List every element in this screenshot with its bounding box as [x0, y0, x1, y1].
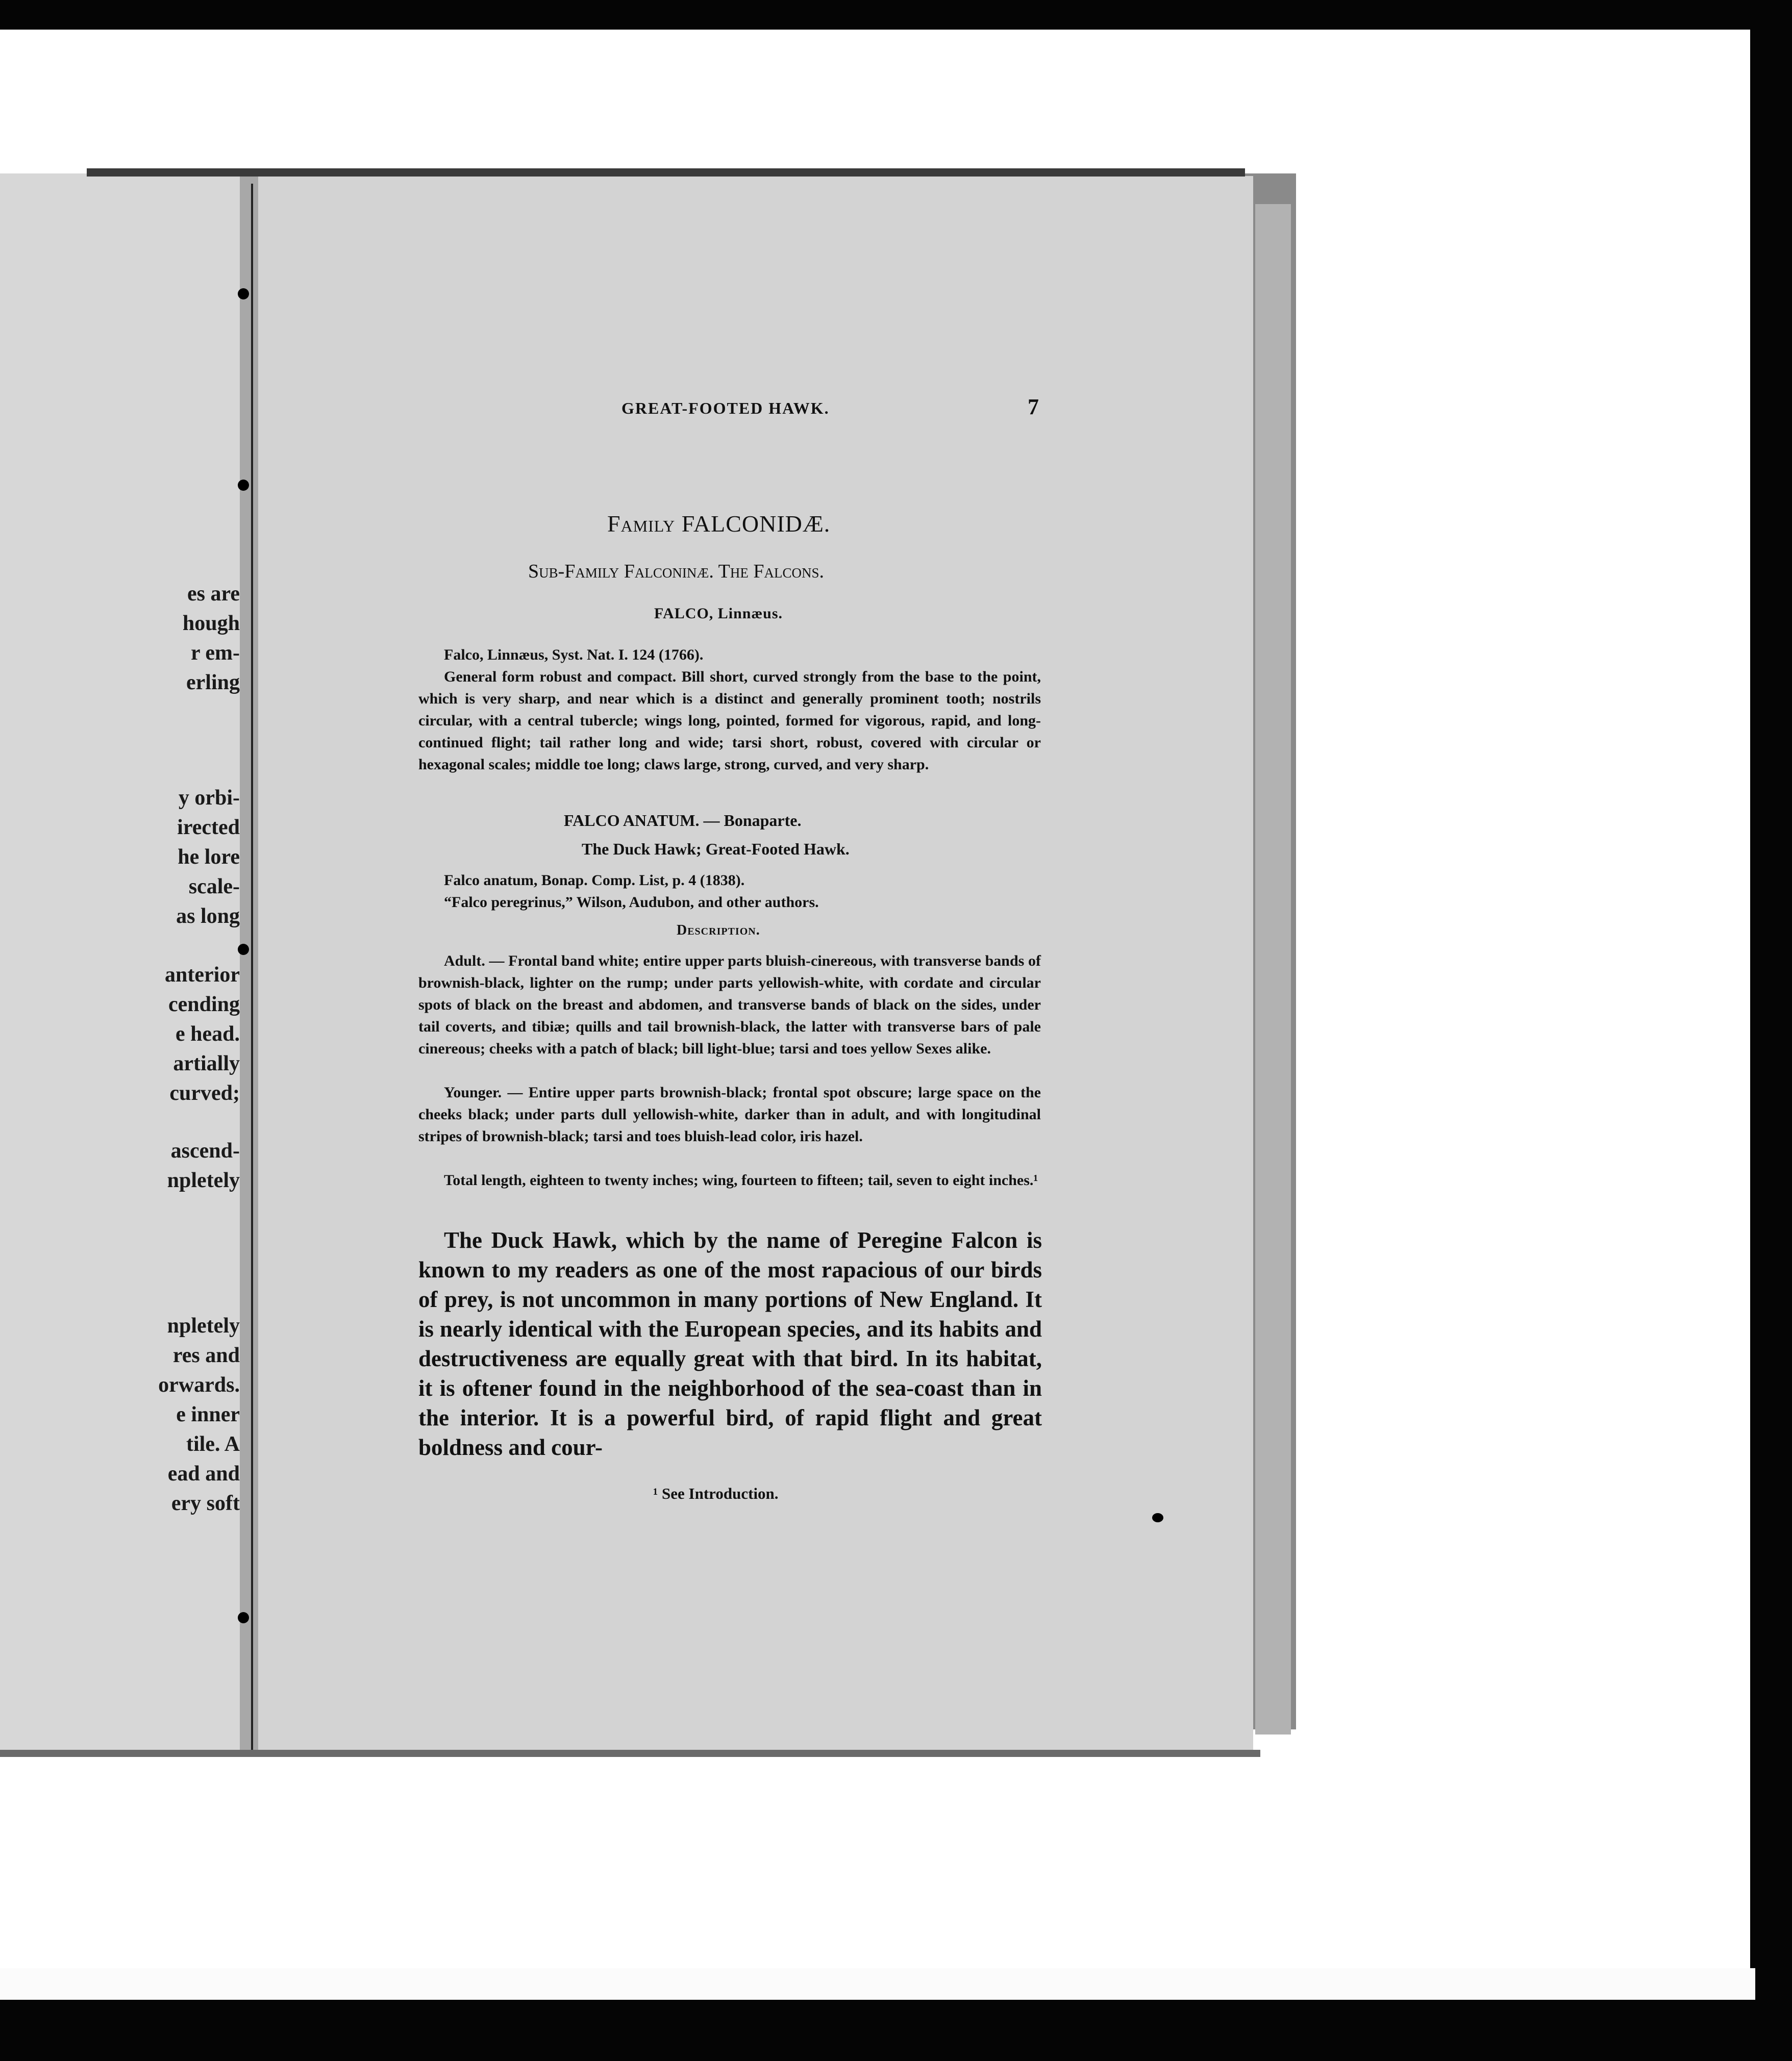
species-heading: FALCO ANATUM. — Bonaparte. [564, 811, 802, 830]
left-fragment: as long [176, 904, 240, 928]
left-fragment: irected [177, 816, 240, 839]
left-fragment: ery soft [171, 1492, 240, 1515]
gutter-line [251, 184, 253, 1755]
left-fragment: he lore [178, 845, 240, 869]
book-gutter [240, 173, 258, 1755]
left-fragment: ead and [167, 1462, 240, 1486]
left-fragment: es are [187, 582, 240, 606]
left-fragment: scale- [188, 875, 240, 898]
genus-heading: FALCO, Linnæus. [654, 605, 783, 622]
book-edge-shadow-inner [1255, 204, 1291, 1735]
left-fragment: curved; [169, 1082, 240, 1105]
younger-description: Younger. — Entire upper parts brownish-black; frontal spot obscure; large space on the cheeks black; under parts dull yellowish-white, darker than in adult, and with longitudinal stripes of brownish-black; tarsi and toes bluish-lead color, iris hazel. [418, 1084, 1041, 1145]
binding-mark [238, 1612, 249, 1623]
microfilm-bottom-strip [0, 1968, 1755, 2000]
left-fragment: ascend- [170, 1139, 240, 1163]
left-fragment: npletely [167, 1169, 240, 1192]
left-fragment: r em- [191, 641, 240, 665]
left-fragment: anterior [165, 963, 240, 987]
genus-citation: Falco, Linnæus, Syst. Nat. I. 124 (1766). [444, 646, 704, 663]
microfilm-top-border [0, 0, 1792, 30]
microfilm-right-border [1750, 0, 1792, 2061]
microfilm-bottom-border [0, 2000, 1792, 2061]
description-heading: Description. [677, 922, 760, 938]
binding-mark [238, 480, 249, 491]
left-fragment: e inner [176, 1403, 240, 1426]
left-fragment: npletely [167, 1314, 240, 1338]
binding-mark [238, 944, 249, 955]
page-number: 7 [1028, 394, 1039, 419]
synonym-citation: “Falco peregrinus,” Wilson, Audubon, and other authors. [444, 894, 819, 911]
left-fragment: e head. [176, 1022, 240, 1046]
left-fragment: res and [172, 1344, 240, 1367]
ink-spot [1152, 1513, 1163, 1522]
left-fragment: artially [173, 1052, 240, 1075]
binding-mark [238, 288, 249, 299]
left-fragment: hough [182, 612, 240, 635]
footnote: ¹ See Introduction. [653, 1485, 779, 1502]
subfamily-heading: Sub-Family Falconinæ. The Falcons. [528, 561, 825, 582]
book-bottom-edge [0, 1750, 1260, 1757]
left-page [0, 173, 245, 1755]
common-names: The Duck Hawk; Great-Footed Hawk. [582, 840, 850, 858]
left-fragment: y orbi- [178, 786, 240, 810]
left-fragment: tile. A [186, 1432, 240, 1456]
measurements: Total length, eighteen to twenty inches; wing, fourteen to fifteen; tail, seven to eight inches.¹ [444, 1172, 1038, 1189]
family-heading: Family FALCONIDÆ. [607, 511, 831, 537]
book-top-edge [87, 168, 1245, 177]
left-fragment: erling [186, 671, 240, 694]
left-fragment: orwards. [158, 1373, 240, 1397]
body-text: The Duck Hawk, which by the name of Peregine Falcon is known to my readers as one of the most rapacious of our birds of prey, is not uncommon in many portions of New England. It is nearly identical with the European species, and its habits and destructiveness are equally great with that bird. In its habitat, it is oftener found in the neighborhood of the sea-coast than in the interior. It is a powerful bird, of rapid flight and great boldness and cour- [418, 1227, 1042, 1460]
left-fragment: cending [168, 993, 240, 1016]
genus-description: General form robust and compact. Bill short, curved strongly from the base to the point, which is very sharp, and near which is a distinct and generally prominent tooth; nostrils circular, with a central tubercle; wings long, pointed, formed for vigorous, rapid, and long-continued flight; tail rather long and wide; tarsi short, robust, covered with circular or hexagonal scales; middle toe long; claws large, strong, curved, and very sharp. [418, 668, 1041, 773]
running-head: GREAT-FOOTED HAWK. [621, 399, 830, 417]
adult-description: Adult. — Frontal band white; entire upper parts bluish-cinereous, with transverse bands of brownish-black, lighter on the rump; under parts yellowish-white, with cordate and circular spots of black on the breast and abdomen, and transverse bands of black on the sides, under tail coverts, and tibiæ; quills and tail brownish-black, the latter with transverse bars of pale cinereous; cheeks with a patch of black; bill light-blue; tarsi and toes yellow Sexes alike. [418, 952, 1041, 1057]
synonym-citation: Falco anatum, Bonap. Comp. List, p. 4 (1838). [444, 872, 745, 889]
